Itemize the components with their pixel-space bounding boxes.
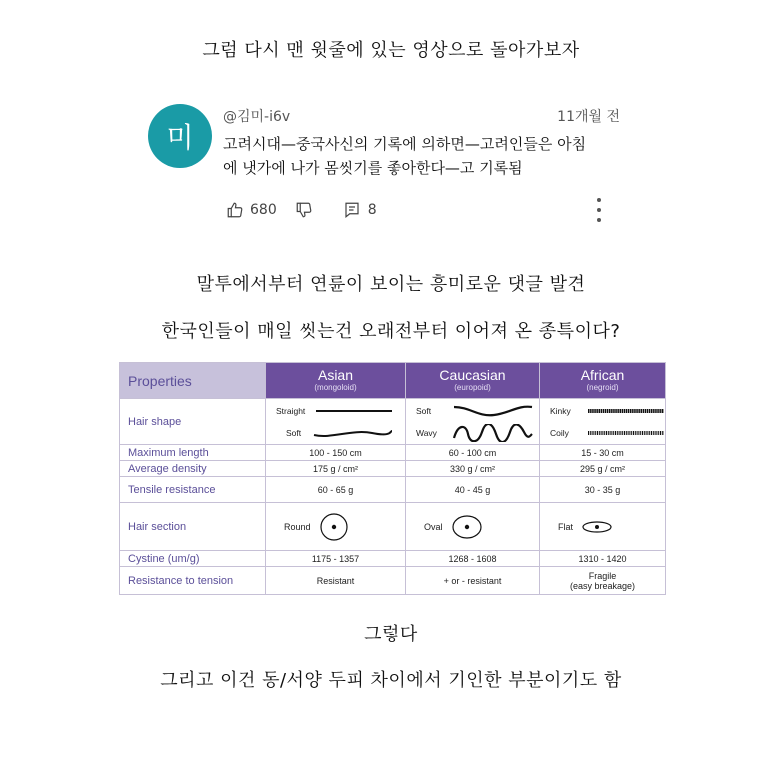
more-vert-icon[interactable] (596, 198, 602, 222)
table-cell: 330 g / cm² (406, 461, 540, 477)
flat-section-icon (581, 520, 613, 534)
shape-word: Kinky (550, 405, 571, 416)
table-cell: 15 - 30 cm (540, 445, 666, 461)
table-cell: + or - resistant (406, 567, 540, 595)
like-button[interactable] (226, 201, 277, 219)
table-cell: 295 g / cm² (540, 461, 666, 477)
caption-observation: 말투에서부터 연륜이 보이는 흥미로운 댓글 발견 (196, 274, 586, 295)
dislike-button[interactable] (295, 201, 313, 219)
reply-count: 8 (367, 202, 377, 218)
header-sub: (europoid) (454, 383, 491, 392)
table-row (120, 567, 666, 595)
hair-shape-caucasian (406, 399, 540, 445)
header-name: Caucasian (439, 367, 506, 383)
soft-wave-icon (452, 403, 534, 419)
row-label: Maximum length (120, 445, 266, 461)
table-cell (540, 567, 666, 595)
row-label: Cystine (um/g) (120, 551, 266, 567)
wavy-hair-icon (452, 424, 534, 442)
header-name: Asian (317, 367, 354, 383)
shape-word: Wavy (416, 427, 437, 438)
table-cell: Resistant (266, 567, 406, 595)
cell-line: (easy breakage) (569, 580, 636, 591)
hair-shape-asian (266, 399, 406, 445)
row-label: Tensile resistance (120, 477, 266, 503)
cell-line: Fragile (588, 570, 617, 581)
table-row (120, 477, 666, 503)
row-label: Average density (120, 461, 266, 477)
kinky-hair-icon (586, 407, 665, 415)
caption-answer: 그렇다 (364, 624, 418, 645)
hair-section-african (540, 503, 666, 551)
coily-hair-icon (586, 429, 665, 437)
table-cell: 1268 - 1608 (406, 551, 540, 567)
header-caucasian (406, 363, 540, 399)
avatar[interactable] (148, 104, 212, 168)
shape-word: Soft (416, 405, 432, 416)
soft-hair-icon (312, 427, 394, 439)
section-word: Oval (424, 521, 443, 532)
header-name: African (580, 367, 625, 383)
shape-word: Soft (286, 427, 302, 438)
avatar-letter: 미 (166, 121, 194, 154)
straight-hair-icon (312, 406, 394, 416)
like-count: 680 (250, 202, 277, 218)
table-cell: 1310 - 1420 (540, 551, 666, 567)
comment-text-line: 에 냇가에 나가 몸씻기를 좋아한다—고 기록됨 (223, 159, 523, 177)
hair-shape-african (540, 399, 666, 445)
oval-section-icon (451, 514, 483, 540)
hair-properties-table (119, 362, 666, 595)
header-sub: (mongoloid) (314, 383, 357, 392)
thumbs-down-icon (295, 201, 313, 219)
comment-username[interactable]: @김미-i6v (223, 109, 291, 125)
reply-button[interactable] (343, 201, 377, 219)
shape-word: Coily (550, 427, 569, 438)
table-header-row (120, 363, 666, 399)
table-cell: 40 - 45 g (406, 477, 540, 503)
hair-section-caucasian (406, 503, 540, 551)
table-row (120, 445, 666, 461)
table-row (120, 461, 666, 477)
header-asian (266, 363, 406, 399)
caption-question: 한국인들이 매일 씻는건 오래전부터 이어져 온 종특이다? (161, 321, 621, 342)
table-cell: 60 - 100 cm (406, 445, 540, 461)
table-cell: 60 - 65 g (266, 477, 406, 503)
table-cell: 175 g / cm² (266, 461, 406, 477)
row-label: Resistance to tension (120, 567, 266, 595)
comment-actions (226, 198, 377, 222)
row-label: Hair section (120, 503, 266, 551)
comment-text (223, 132, 623, 180)
section-word: Round (284, 521, 311, 532)
table-cell: 100 - 150 cm (266, 445, 406, 461)
table-row (120, 503, 666, 551)
row-label: Hair shape (120, 399, 266, 445)
round-section-icon (319, 512, 349, 542)
caption-explanation: 그리고 이건 동/서양 두피 차이에서 기인한 부분이기도 함 (160, 670, 622, 691)
table-row (120, 399, 666, 445)
shape-word: Straight (276, 405, 306, 416)
table-row (120, 551, 666, 567)
header-properties: Properties (120, 363, 266, 399)
table-cell: 30 - 35 g (540, 477, 666, 503)
header-sub: (negroid) (586, 383, 619, 392)
header-african (540, 363, 666, 399)
comment-icon (343, 201, 361, 219)
section-word: Flat (558, 521, 574, 532)
youtube-comment (148, 98, 628, 228)
hair-section-asian (266, 503, 406, 551)
table-cell: 1175 - 1357 (266, 551, 406, 567)
thumbs-up-icon (226, 201, 244, 219)
comment-text-line: 고려시대—중국사신의 기록에 의하면—고려인들은 아침 (223, 135, 587, 153)
comment-time: 11개월 전 (557, 109, 620, 125)
caption-intro: 그럼 다시 맨 윗줄에 있는 영상으로 돌아가보자 (202, 40, 580, 61)
